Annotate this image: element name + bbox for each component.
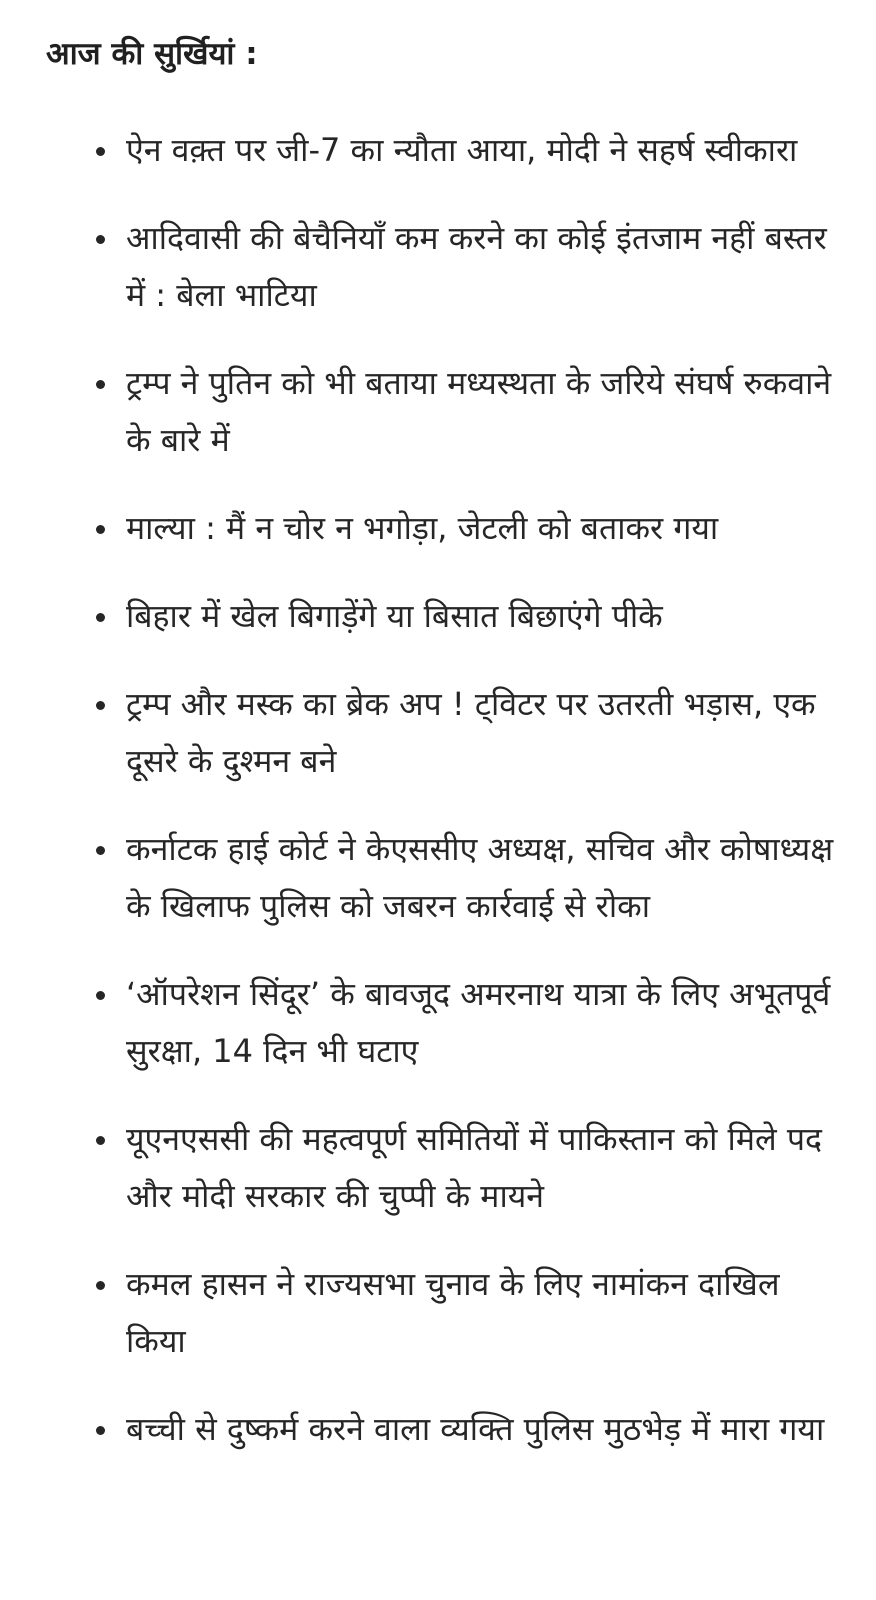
headline-item [96, 588, 840, 645]
bullet-icon [96, 701, 105, 710]
headline-item [96, 676, 840, 790]
headline-text: कमल हासन ने राज्यसभा चुनाव के लिए नामांकन दाखिल किया [126, 1265, 780, 1360]
headline-text: बिहार में खेल बिगाड़ेंगे या बिसात बिछाएंगे पीके [126, 597, 663, 635]
headline-text: कर्नाटक हाई कोर्ट ने केएससीए अध्यक्ष, सचिव और कोषाध्यक्ष के खिलाफ पुलिस को जबरन कार्रवाई से रोका [126, 830, 834, 925]
bullet-icon [96, 991, 105, 1000]
headline-text: ऐन वक़्त पर जी-7 का न्यौता आया, मोदी ने सहर्ष स्वीकारा [126, 131, 798, 169]
headline-text: माल्या : मैं न चोर न भगोड़ा, जेटली को बताकर गया [126, 509, 719, 547]
page-heading: आज की सुर्खियां : [46, 36, 258, 72]
headline-item [96, 1111, 840, 1225]
headline-text: आदिवासी की बेचैनियाँ कम करने का कोई इंतजाम नहीं बस्तर में : बेला भाटिया [126, 219, 827, 314]
headline-item [96, 821, 840, 935]
headline-item [96, 122, 840, 179]
headline-text: यूएनएससी की महत्वपूर्ण समितियों में पाकिस्तान को मिले पद और मोदी सरकार की चुप्पी के मायने [126, 1120, 823, 1215]
headline-list [46, 122, 840, 1458]
bullet-icon [96, 235, 105, 244]
headline-item [96, 1256, 840, 1370]
headline-text: ट्रम्प ने पुतिन को भी बताया मध्यस्थता के जरिये संघर्ष रुकवाने के बारे में [126, 364, 832, 459]
bullet-icon [96, 1426, 105, 1435]
bullet-icon [96, 613, 105, 622]
headline-item [96, 966, 840, 1080]
headline-text: ट्रम्प और मस्क का ब्रेक अप ! ट्विटर पर उतरती भड़ास, एक दूसरे के दुश्मन बने [126, 685, 816, 780]
headline-item [96, 210, 840, 324]
bullet-icon [96, 1136, 105, 1145]
headline-item [96, 355, 840, 469]
bullet-icon [96, 525, 105, 534]
bullet-icon [96, 147, 105, 156]
bullet-icon [96, 380, 105, 389]
headline-text: ‘ऑपरेशन सिंदूर’ के बावजूद अमरनाथ यात्रा के लिए अभूतपूर्व सुरक्षा, 14 दिन भी घटाए [126, 975, 831, 1070]
bullet-icon [96, 846, 105, 855]
bullet-icon [96, 1281, 105, 1290]
headline-text: बच्ची से दुष्कर्म करने वाला व्यक्ति पुलिस मुठभेड़ में मारा गया [126, 1410, 825, 1448]
headline-item [96, 500, 840, 557]
headline-item [96, 1401, 840, 1458]
